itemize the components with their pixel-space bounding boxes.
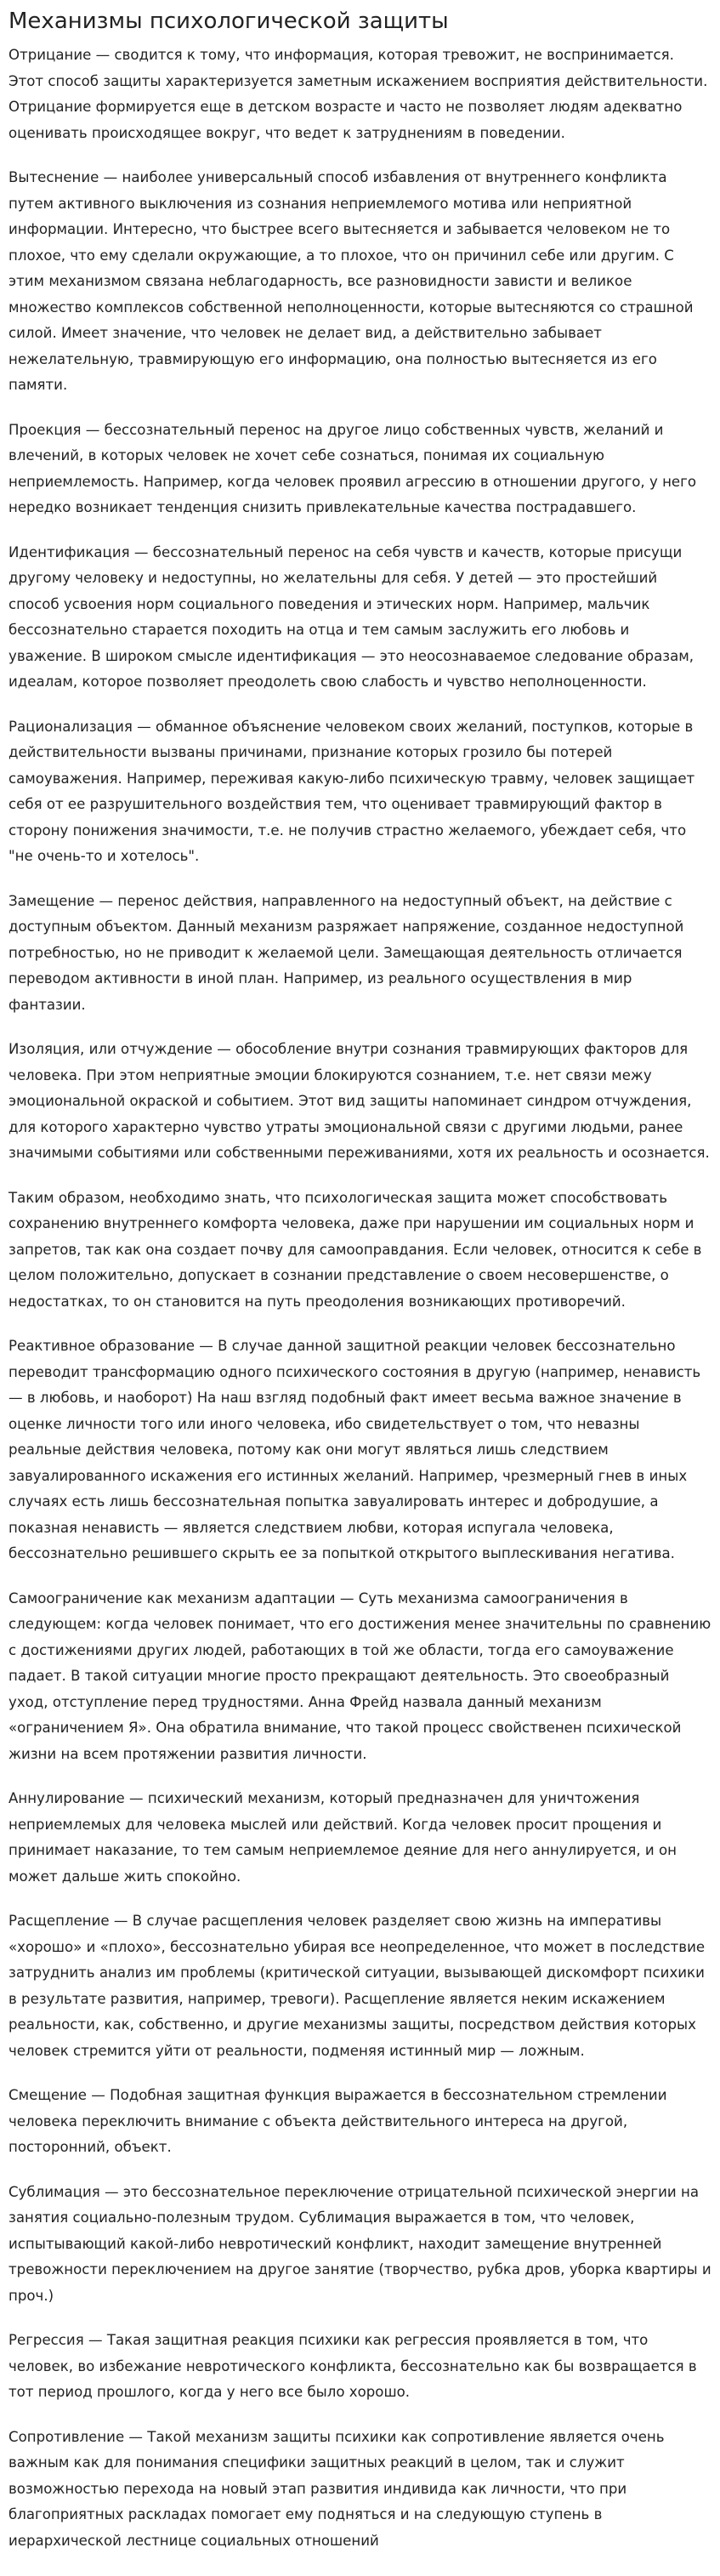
paragraph-identification: Идентификация — бессознательный перенос на себя чувств и качеств, которые присущи другому человеку и недоступны, но желательны для себя. У детей — это простейший способ усвоения норм социального поведения и этических норм. Например, мальчик бессознательно старается походить на отца и тем самым заслужить его любовь и уважение. В широком смысле идентификация — это неосознаваемое следование образам, идеалам, которое позволяет преодолеть свою слабость и чувство неполноценности. xyxy=(9,533,711,708)
paragraph-resistance: Сопротивление — Такой механизм защиты психики как сопротивление является очень важным как для понимания специфики защитных реакций в целом, так и служит возможностью перехода на новый этап развития индивида как личности, что при благоприятных раскладах помогает ему подняться и на следующую ступень в иерархической лестнице социальных отношений xyxy=(9,2418,711,2567)
paragraph-repression: Вытеснение — наиболее универсальный способ избавления от внутреннего конфликта путем активного выключения из сознания неприемлемого мотива или неприятной информации. Интересно, что быстрее всего вытесняется и забывается человеком не то плохое, что ему сделали окружающие, а то плохое, что он причинил себе или другим. С этим механизмом связана неблагодарность, все разновидности зависти и великое множество комплексов собственной неполноценности, которые вытесняются со страшной силой. Имеет значение, что человек не делает вид, а действительно забывает нежелательную, травмирующую его информацию, она полностью вытесняется из его памяти. xyxy=(9,158,711,411)
paragraph-displacement: Смещение — Подобная защитная функция выражается в бессознательном стремлении человека переключить внимание с объекта действительного интереса на другой, посторонний, объект. xyxy=(9,2076,711,2173)
paragraph-substitution: Замещение — перенос действия, направленного на недоступный объект, на действие с доступным объектом. Данный механизм разряжает напряжение, созданное недоступной потребностью, но не приводит к желаемой цели. Замещающая деятельность отличается переводом активности в иной план. Например, из реального осуществления в мир фантазии. xyxy=(9,882,711,1031)
paragraph-reaction-formation: Реактивное образование — В случае данной защитной реакции человек бессознательно переводит трансформацию одного психического состояния в другую (например, ненависть — в любовь, и наоборот) На наш взгляд подобный факт имеет весьма важное значение в оценке личности того или иного человека, ибо свидетельствует о том, что невазны реальные действия человека, потому как они могут являться лишь следствием завуалированного искажения его истинных желаний. Например, чрезмерный гнев в иных случаях есть лишь бессознательная попытка завуалировать интерес и добродушие, а показная ненависть — является следствием любви, которая испугала человека, бессознательно решившего скрыть ее за попыткой открытого выплескивания негатива. xyxy=(9,1327,711,1579)
paragraph-rationalization: Рационализация — обманное объяснение человеком своих желаний, поступков, которые в действительности вызваны причинами, признание которых грозило бы потерей самоуважения. Например, переживая какую-либо психическую травму, человек защищает себя от ее разрушительного воздействия тем, что оценивает травмирующий фактор в сторону понижения значимости, т.е. не получив страстно желаемого, убеждает себя, что "не очень-то и хотелось". xyxy=(9,708,711,882)
paragraph-regression: Регрессия — Такая защитная реакция психики как регрессия проявляется в том, что человек, во избежание невротического конфликта, бессознательно как бы возвращается в тот период прошлого, когда у него все было хорошо. xyxy=(9,2321,711,2418)
paragraph-splitting: Расщепление — В случае расщепления человек разделяет свою жизнь на императивы «хорошо» и «плохо», бессознательно убирая все неопределенное, что может в последствие затруднить анализ им проблемы (критической ситуации, вызывающей дискомфорт психики в результате развития, например, тревоги). Расщепление является неким искажением реальности, как, собственно, и другие механизмы защиты, посредством действия которых человек стремится уйти от реальности, подменяя истинный мир — ложным. xyxy=(9,1902,711,2076)
paragraph-isolation: Изоляция, или отчуждение — обособление внутри сознания травмирующих факторов для человека. При этом неприятные эмоции блокируются сознанием, т.е. нет связи межу эмоциональной окраской и событием. Этот вид защиты напоминает синдром отчуждения, для которого характерно чувство утраты эмоциональной связи с другими людьми, ранее значимыми событиями или собственными переживаниями, хотя их реальность и осознается. xyxy=(9,1030,711,1179)
paragraph-projection: Проекция — бессознательный перенос на другое лицо собственных чувств, желаний и влечений, в которых человек не хочет себе сознаться, понимая их социальную неприемлемость. Например, когда человек проявил агрессию в отношении другого, у него нередко возникает тенденция снизить привлекательные качества пострадавшего. xyxy=(9,411,711,533)
paragraph-denial: Отрицание — сводится к тому, что информация, которая тревожит, не воспринимается. Этот способ защиты характеризуется заметным искажением восприятия действительности. Отрицание формируется еще в детском возрасте и часто не позволяет людям адекватно оценивать происходящее вокруг, что ведет к затруднениям в поведении. xyxy=(9,43,711,158)
page-title: Механизмы психологической защиты xyxy=(9,9,449,34)
paragraph-self-limitation: Самоограничение как механизм адаптации — Суть механизма самоограничения в следующем: когда человек понимает, что его достижения менее значительны по сравнению с достижениями других людей, работающих в той же области, тогда его самоуважение падает. В такой ситуации многие просто прекращают деятельность. Это своеобразный уход, отступление перед трудностями. Анна Фрейд назвала данный механизм «ограничением Я». Она обратила внимание, что такой процесс свойственен психической жизни на всем протяжении развития личности. xyxy=(9,1579,711,1780)
paragraph-sublimation: Сублимация — это бессознательное переключение отрицательной психической энергии на занятия социально-полезным трудом. Сублимация выражается в том, что человек, испытывающий какой-либо невротический конфликт, находит замещение внутренней тревожности переключением на другое занятие (творчество, рубка дров, уборка квартиры и проч.) xyxy=(9,2173,711,2322)
paragraph-summary: Таким образом, необходимо знать, что психологическая защита может способствовать сохранению внутреннего комфорта человека, даже при нарушении им социальных норм и запретов, так как она создает почву для самооправдания. Если человек, относится к себе в целом положительно, допускает в сознании представление о своем несовершенстве, о недостатках, то он становится на путь преодоления возникающих противоречий. xyxy=(9,1179,711,1328)
paragraph-undoing: Аннулирование — психический механизм, который предназначен для уничтожения неприемлемых для человека мыслей или действий. Когда человек просит прощения и принимает наказание, то тем самым неприемлемое деяние для него аннулируется, и он может дальше жить спокойно. xyxy=(9,1779,711,1902)
